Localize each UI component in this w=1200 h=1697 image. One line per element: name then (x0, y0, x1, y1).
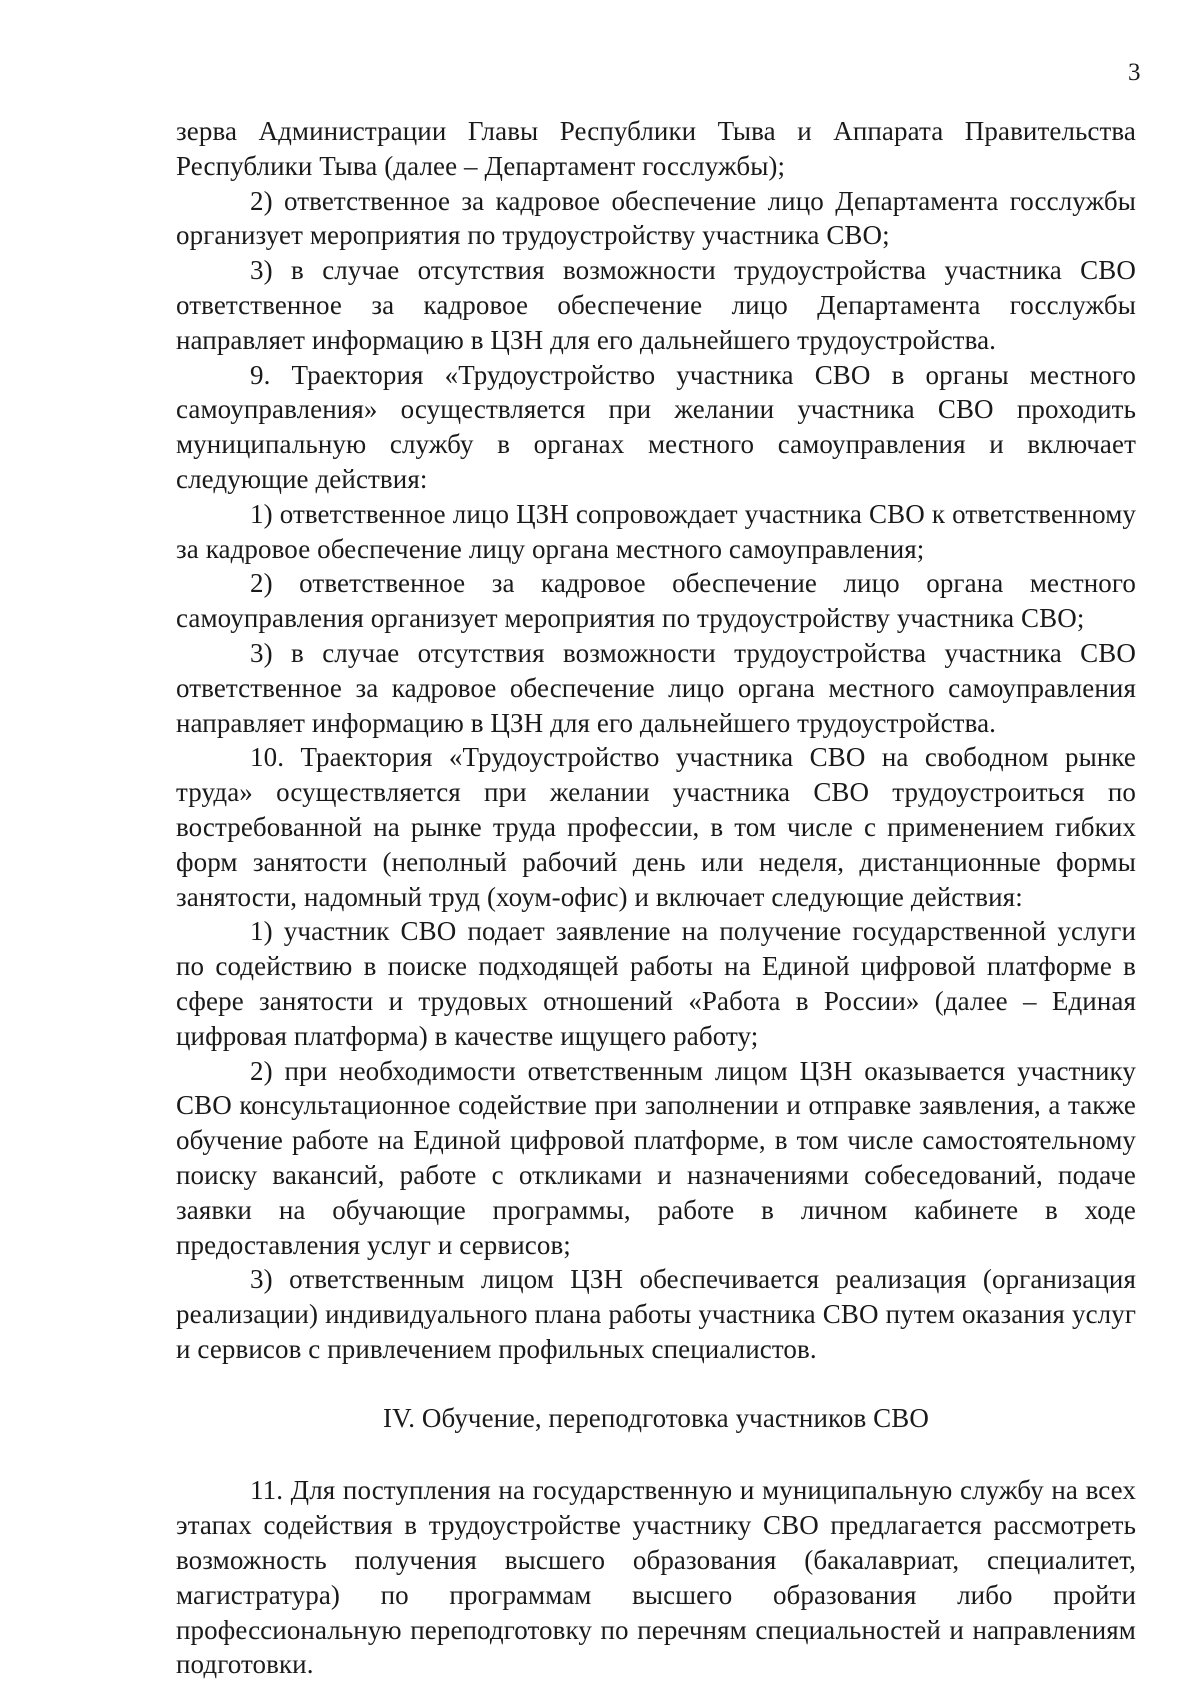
paragraph-item: 2) при необходимости ответственным лицом ЦЗН оказывается участнику СВО консультационное содействие при заполнении и отправке заявления, а также обучение работе на Единой цифровой платформе, в том числе самостоятельному поиску вакансий, работе с откликами и назначениями собеседований, подаче заявки на обучающие программы, работе в личном кабинете в ходе предоставления услуг и сервисов; (176, 1055, 1136, 1260)
page-number: 3 (1128, 59, 1141, 86)
paragraph-item: 3) в случае отсутствия возможности трудоустройства участника СВО ответственное за кадровое обеспечение лицо органа местного самоуправления направляет информацию в ЦЗН для его дальнейшего трудоустройства. (176, 637, 1136, 738)
paragraph-item: 2) ответственное за кадровое обеспечение лицо органа местного самоуправления организует мероприятия по трудоустройству участника СВО; (176, 568, 1136, 634)
paragraph-item: 3) в случае отсутствия возможности трудоустройства участника СВО ответственное за кадровое обеспечение лицо Департамента госслужбы направляет информацию в ЦЗН для его дальнейшего трудоустройства. (176, 255, 1136, 355)
paragraph-item: 3) ответственным лицом ЦЗН обеспечивается реализация (организация реализации) индивидуального плана работы участника СВО путем оказания услуг и сервисов с привлечением профильных специалистов. (176, 1264, 1136, 1364)
paragraph-item: 2) ответственное за кадровое обеспечение лицо Департамента госслужбы организует мероприятия по трудоустройству участника СВО; (176, 185, 1136, 251)
paragraph-continuation: зерва Администрации Главы Республики Тыва и Аппарата Правительства Республики Тыва (далее – Департамент госслужбы); (176, 116, 1136, 181)
section-heading: IV. Обучение, переподготовка участников СВО (383, 1402, 929, 1433)
document-body (176, 114, 1136, 1682)
paragraph-clause-10: 10. Траектория «Трудоустройство участника СВО на свободном рынке труда» осуществляется при желании участника СВО трудоустроиться по востребованной на рынке труда профессии, в том числе с применением гибких форм занятости (неполный рабочий день или неделя, дистанционные формы занятости, надомный труд (хоум-офис) и включает следующие действия: (176, 742, 1136, 912)
paragraph-clause-9: 9. Траектория «Трудоустройство участника СВО в органы местного самоуправления» осуществляется при желании участника СВО проходить муниципальную службу в органах местного самоуправления и включает следующие действия: (176, 359, 1136, 494)
paragraph-clause-11: 11. Для поступления на государственную и муниципальную службу на всех этапах содействия в трудоустройстве участнику СВО предлагается рассмотреть возможность получения высшего образования (бакалавриат, специалитет, магистратура) по программам высшего образования либо пройти профессиональную переподготовку по перечням специальностей и направлениям подготовки. (176, 1475, 1136, 1680)
paragraph-item: 1) участник СВО подает заявление на получение государственной услуги по содействию в поиске подходящей работы на Единой цифровой платформе в сфере занятости и трудовых отношений «Работа в России» (далее – Единая цифровая платформа) в качестве ищущего работу; (176, 916, 1136, 1051)
paragraph-item: 1) ответственное лицо ЦЗН сопровождает участника СВО к ответственному за кадровое обеспечение лицу органа местного самоуправления; (176, 498, 1136, 564)
